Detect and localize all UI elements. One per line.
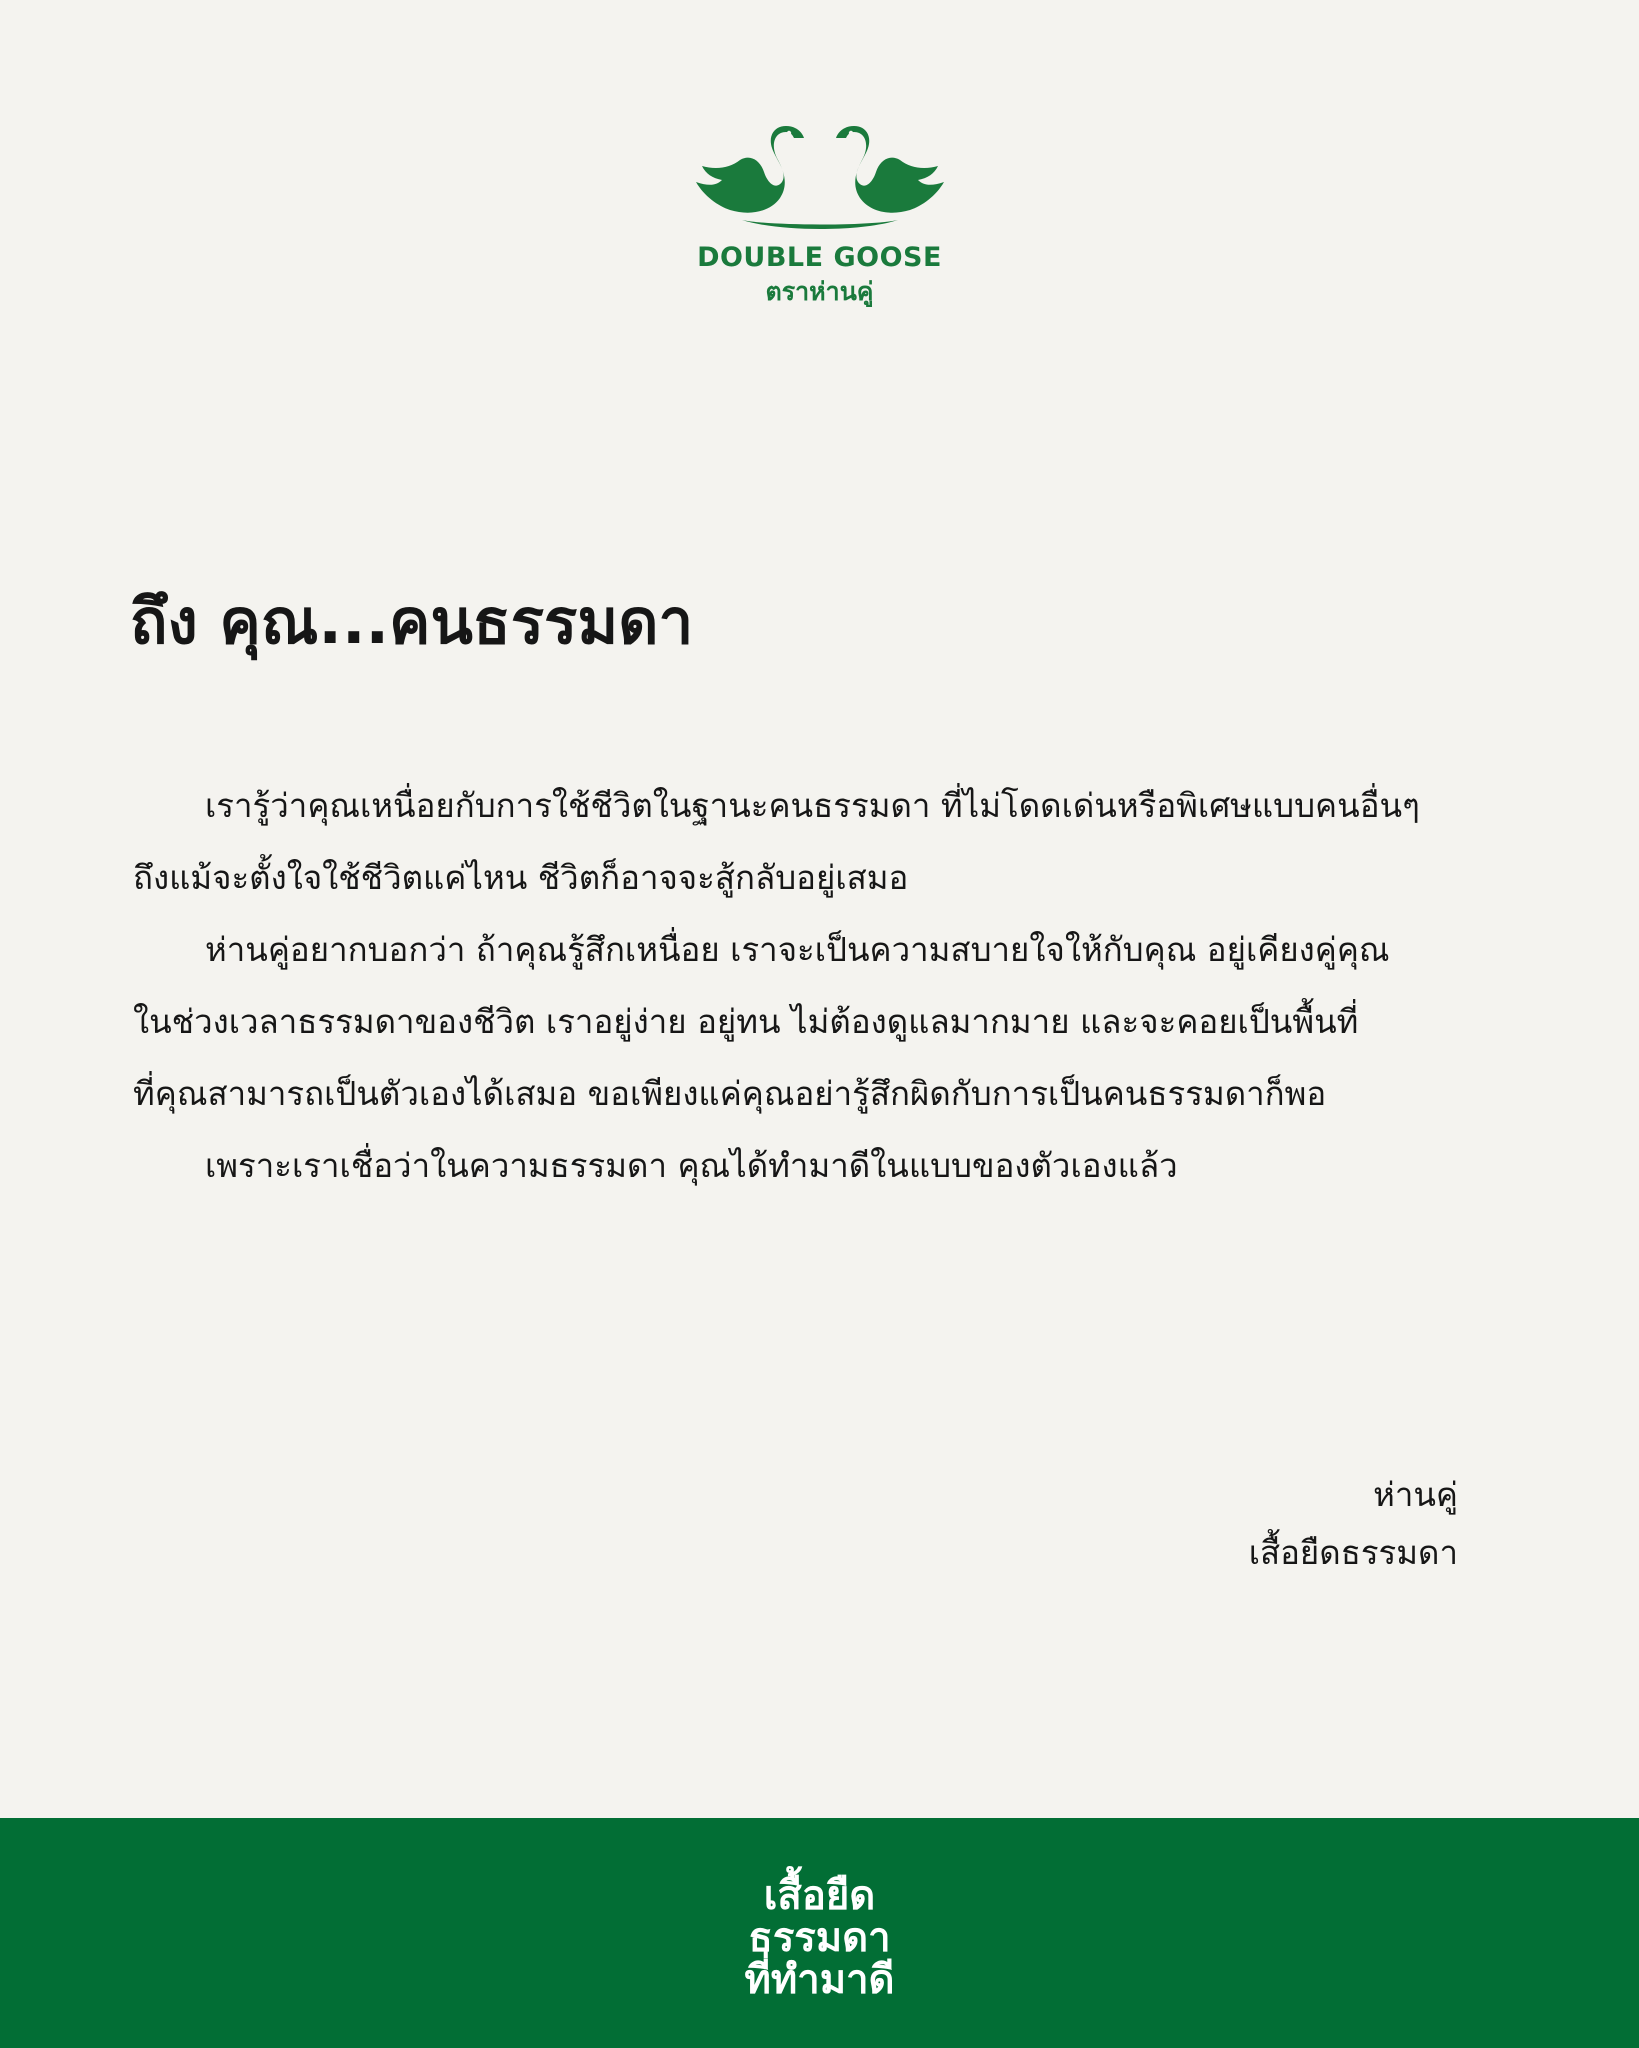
slogan-line: ธรรมดา <box>748 1915 891 1961</box>
letter-line: เพราะเราเชื่อว่าในความธรรมดา คุณได้ทำมาดีในแบบของตัวเองแล้ว <box>205 1146 1178 1185</box>
letter-line: ห่านคู่อยากบอกว่า ถ้าคุณรู้สึกเหนื่อย เราจะเป็นความสบายใจให้กับคุณ อยู่เคียงคู่คุณ <box>205 930 1390 969</box>
signature-brand: ห่านคู่ <box>1373 1475 1458 1514</box>
letter-title: ถึง คุณ...คนธรรมดา <box>130 585 694 658</box>
double-goose-swans-icon <box>690 120 950 240</box>
footer-band <box>0 1818 1639 2048</box>
letter-signature <box>1249 1466 1458 1582</box>
letter-line: ในช่วงเวลาธรรมดาของชีวิต เราอยู่ง่าย อยู่ทน ไม่ต้องดูแลมากมาย และจะคอยเป็นพื้นที่ <box>133 1002 1359 1041</box>
brand-name-thai: ตราห่านคู่ <box>765 277 874 306</box>
slogan-line: ที่ทำมาดี <box>744 1957 895 2003</box>
brand-name-english: DOUBLE GOOSE <box>697 242 942 273</box>
letter-line: ที่คุณสามารถเป็นตัวเองได้เสมอ ขอเพียงแค่คุณอย่ารู้สึกผิดกับการเป็นคนธรรมดาก็พอ <box>133 1074 1327 1113</box>
slogan-line: เสื้อยืด <box>763 1873 876 1919</box>
letter-line: ถึงแม้จะตั้งใจใช้ชีวิตแค่ไหน ชีวิตก็อาจจะสู้กลับอยู่เสมอ <box>133 858 909 897</box>
letter-line: เรารู้ว่าคุณเหนื่อยกับการใช้ชีวิตในฐานะคนธรรมดา ที่ไม่โดดเด่นหรือพิเศษแบบคนอื่นๆ <box>205 786 1420 825</box>
letter-body <box>133 770 1513 1202</box>
brand-logo <box>0 120 1639 307</box>
signature-product: เสื้อยืดธรรมดา <box>1248 1533 1458 1572</box>
footer-slogan-logo <box>745 1875 895 2001</box>
